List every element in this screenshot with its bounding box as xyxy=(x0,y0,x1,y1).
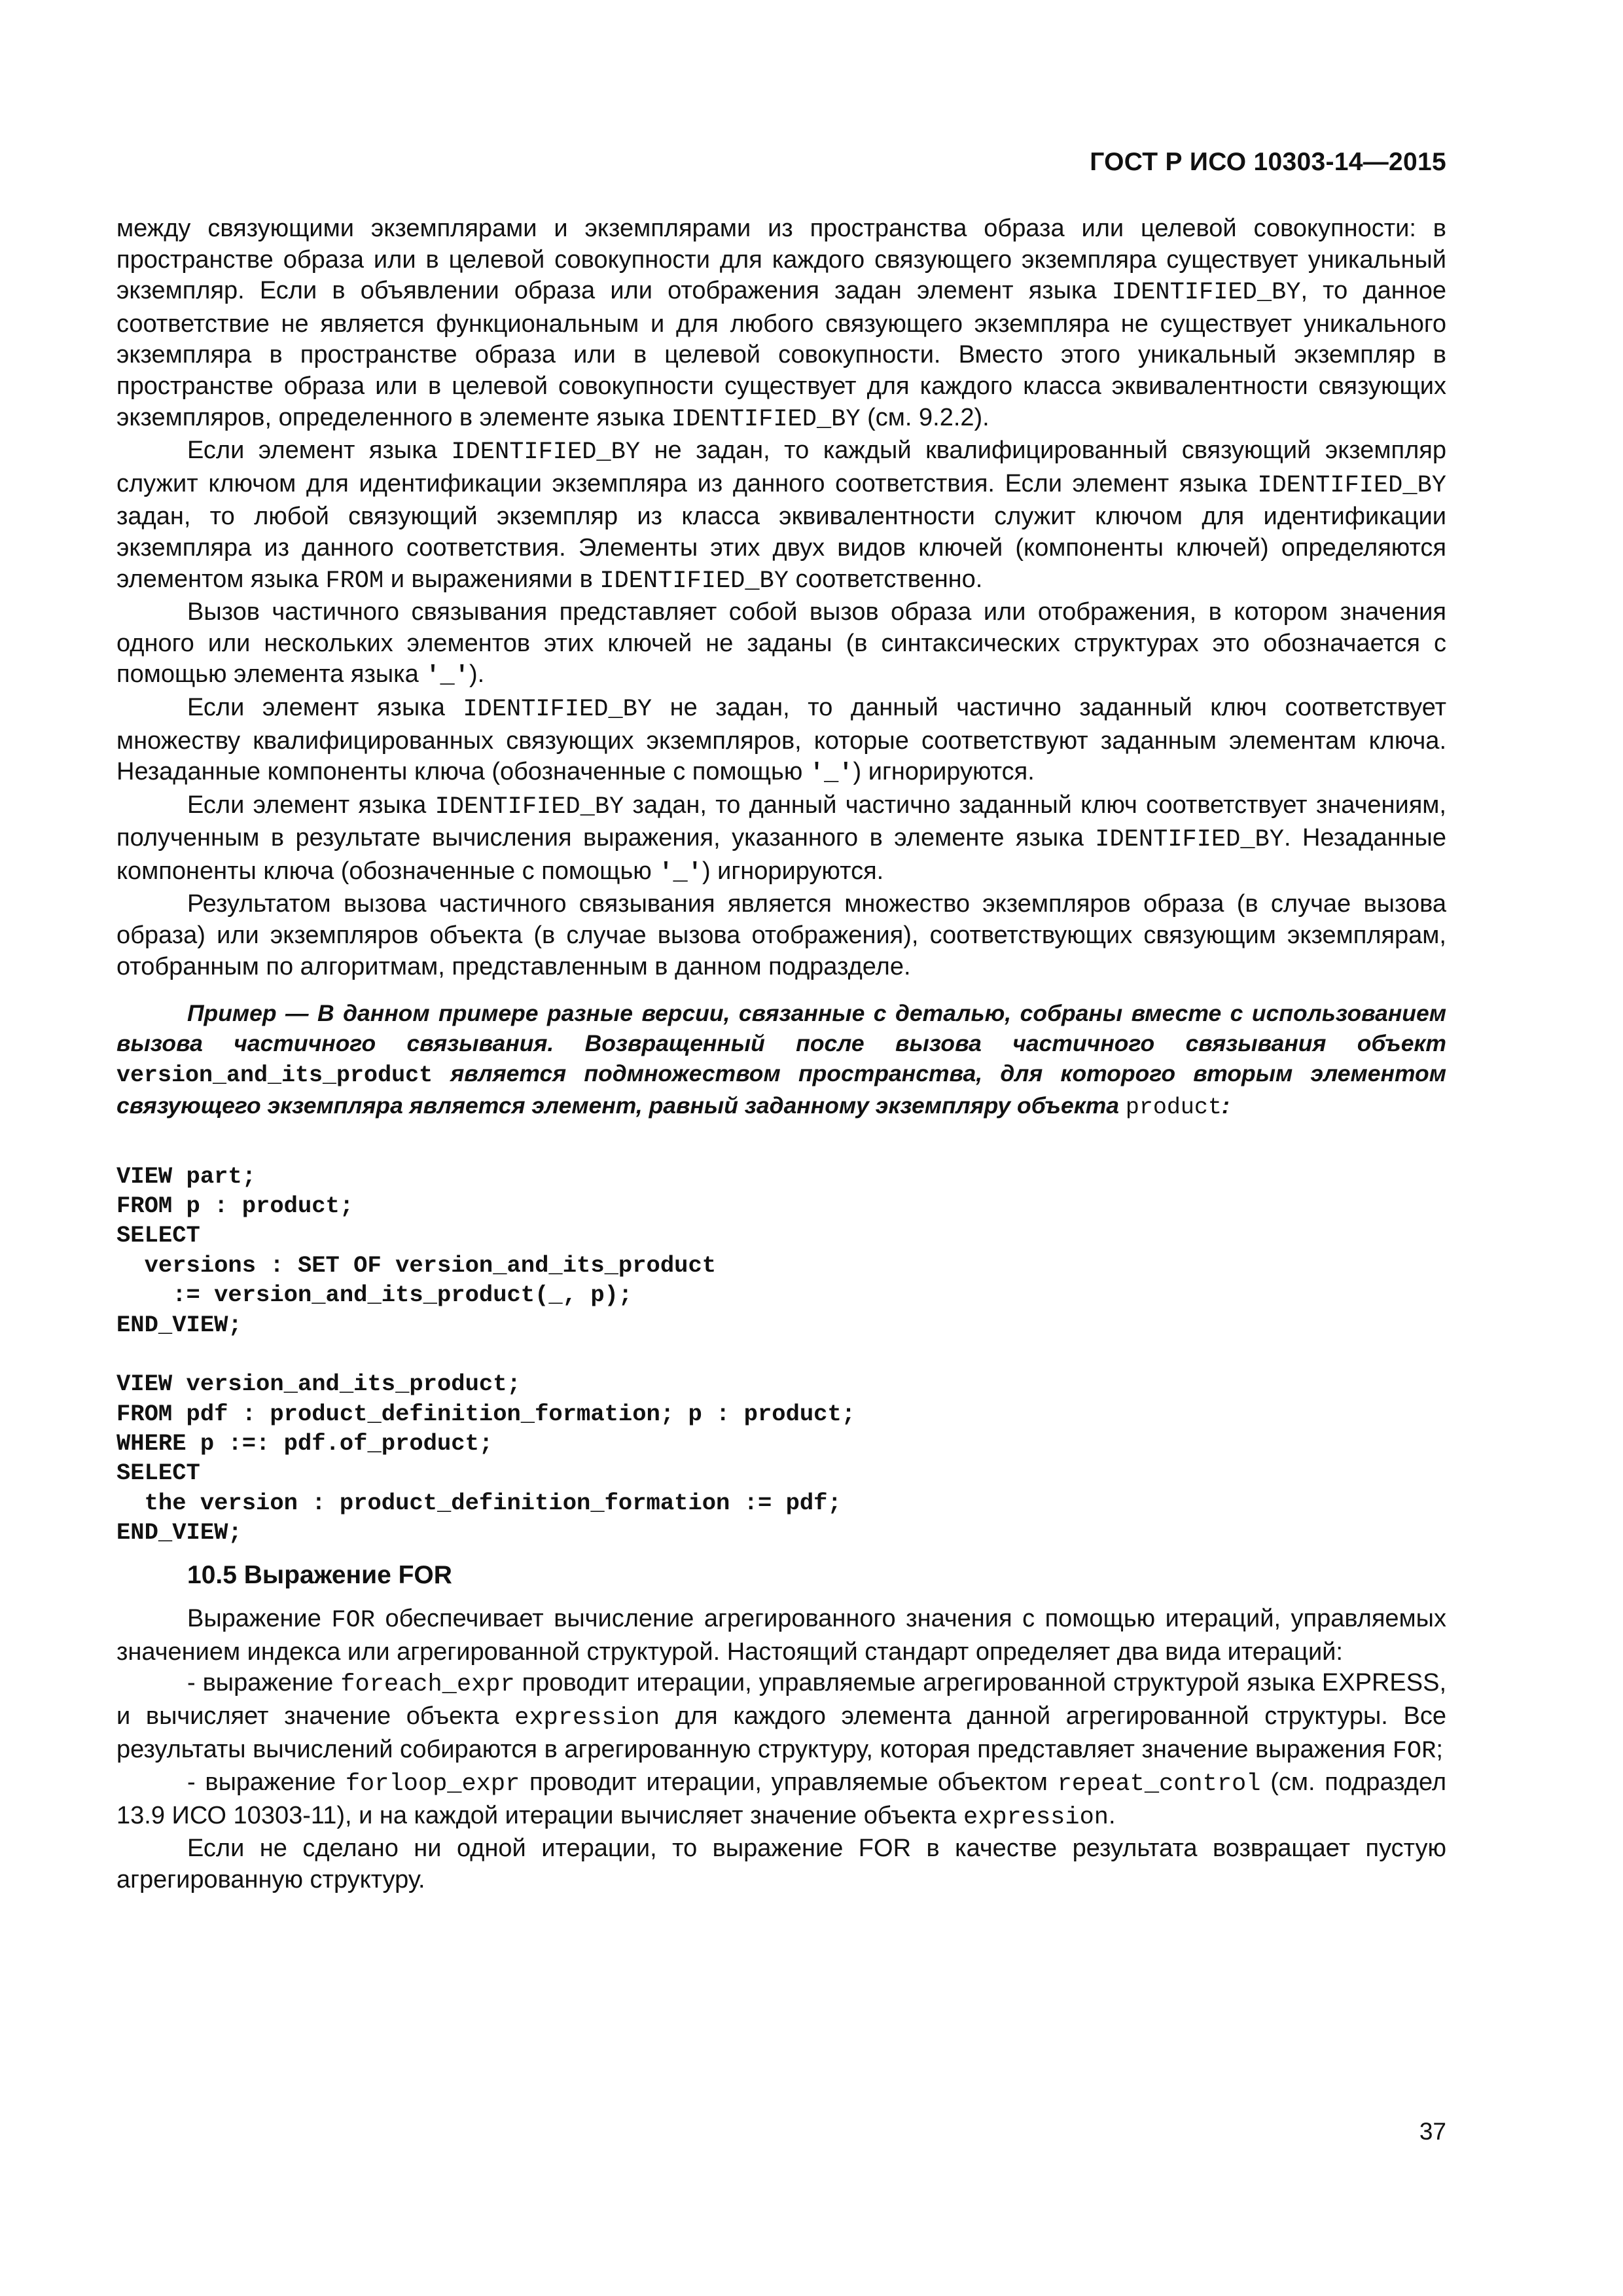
keyword-repeat-control: repeat_control xyxy=(1057,1770,1261,1799)
paragraph-key-not-specified: Если элемент языка IDENTIFIED_BY не задан, то данный частично заданный ключ соответствует множеству квалифицированных связующих экземпляров, которые соответствуют заданным элементам ключа. Незаданные компоненты ключа (обозначенные с помощью '_') игнорируются. xyxy=(116,693,1446,788)
keyword-expression: expression xyxy=(963,1803,1109,1831)
code-line: END_VIEW; xyxy=(116,1519,242,1547)
page-content xyxy=(116,213,1446,1895)
code-line: VIEW part; xyxy=(116,1162,257,1190)
keyword-identified-by: IDENTIFIED_BY xyxy=(463,695,652,723)
keyword-identified-by: IDENTIFIED_BY xyxy=(671,405,861,433)
paragraph-empty-iteration: Если не сделано ни одной итерации, то выражение FOR в качестве результата возвращает пустую агрегированную структуру. xyxy=(116,1835,1446,1893)
keyword-identified-by: IDENTIFIED_BY xyxy=(599,567,789,595)
code-line: END_VIEW; xyxy=(116,1311,242,1338)
list-item-forloop: - выражение forloop_expr проводит итерации, управляемые объектом repeat_control (см. подраздел 13.9 ИСО 10303-11), и на каждой итерации вычисляет значение объекта expression. xyxy=(116,1768,1446,1831)
code-listing xyxy=(116,1132,1446,1547)
keyword-forloop-expr: forloop_expr xyxy=(345,1770,520,1799)
keyword-expression: expression xyxy=(514,1704,660,1732)
paragraph-mapping-identity: между связующими экземплярами и экземплярами из пространства образа или целевой совокупности: в пространстве образа или в целевой совокупности для каждого связующего экземпляра существует уникальный экземпляр. Если в объявлении образа или отображения задан элемент языка IDENTIFIED_BY, то данное соответствие не является функциональным и для любого связующего экземпляра не существует уникального экземпляра в пространстве образа или в целевой совокупности. Вместо этого уникальный экземпляр в пространстве образа или в целевой совокупности существует для каждого класса эквивалентности связующих экземпляров, определенного в элементе языка IDENTIFIED_BY (см. 9.2.2). xyxy=(116,215,1446,433)
code-line: WHERE p :=: pdf.of_product; xyxy=(116,1429,493,1457)
code-spacer xyxy=(116,1340,1446,1369)
keyword-identified-by: IDENTIFIED_BY xyxy=(1095,826,1284,854)
identifier-product: product xyxy=(1125,1094,1222,1121)
code-line: VIEW version_and_its_product; xyxy=(116,1371,521,1398)
code-line: := version_and_its_product(_, p); xyxy=(116,1282,633,1309)
example-note: Пример — В данном примере разные версии, связанные с деталью, собраны вместе с использованием вызова частичного связывания. Возвращенный после вызова частичного связывания объект version_and_its_product является подмножеством пространства, для которого вторым элементом связующего экземпляра является элемент, равный заданному экземпляру объекта product: xyxy=(116,1000,1446,1121)
code-line: the version : product_definition_formation := pdf; xyxy=(116,1489,842,1516)
list-item-foreach: - выражение foreach_expr проводит итерации, управляемые агрегированной структурой языка EXPRESS, и вычисляет значение объекта expression для каждого элемента данной агрегированной структуры. Все результаты вычислений собираются в агрегированную структуру, которая представляет значение выражения FOR; xyxy=(116,1669,1447,1765)
paragraph-partial-binding: Вызов частичного связывания представляет собой вызов образа или отображения, в котором значения одного или нескольких элементов этих ключей не заданы (в синтаксических структурах это обозначается с помощью элемента языка '_'). xyxy=(116,598,1446,691)
code-line: SELECT xyxy=(116,1222,200,1249)
keyword-from: FROM xyxy=(325,567,384,595)
code-line: SELECT xyxy=(116,1460,200,1487)
document-page xyxy=(116,0,1446,2296)
paragraph-key-specified: Если элемент языка IDENTIFIED_BY задан, то данный частично заданный ключ соответствует значениям, полученным в результате вычисления выражения, указанного в элементе языка IDENTIFIED_BY. Незаданные компоненты ключа (обозначенные с помощью '_') игнорируются. xyxy=(116,791,1446,887)
keyword-underscore: '_' xyxy=(425,662,469,691)
keyword-for: FOR xyxy=(331,1607,375,1635)
keyword-identified-by: IDENTIFIED_BY xyxy=(1111,279,1301,307)
keyword-for: FOR xyxy=(1392,1737,1436,1765)
code-line: versions : SET OF version_and_its_product xyxy=(116,1251,717,1279)
identifier-version-and-its-product: version_and_its_product xyxy=(116,1062,433,1089)
code-line: FROM pdf : product_definition_formation; p : product; xyxy=(116,1400,856,1427)
paragraph-keys: Если элемент языка IDENTIFIED_BY не задан, то каждый квалифицированный связующий экземпляр служит ключом для идентификации экземпляра из данного соответствия. Если элемент языка IDENTIFIED_BY задан, то любой связующий экземпляр из класса эквивалентности служит ключом для идентификации экземпляра из данного соответствия. Элементы этих двух видов ключей (компоненты ключей) определяются элементом языка FROM и выражениями в IDENTIFIED_BY соответственно. xyxy=(116,437,1446,595)
paragraph-result: Результатом вызова частичного связывания является множество экземпляров образа (в случае вызова образа) или экземпляров объекта (в случае вызова отображения), соответствующих связующим экземплярам, отобранным по алгоритмам, представленным в данном подразделе. xyxy=(116,890,1446,980)
keyword-foreach-expr: foreach_expr xyxy=(340,1671,515,1699)
keyword-identified-by: IDENTIFIED_BY xyxy=(451,439,641,467)
page-number: 37 xyxy=(1419,2118,1446,2145)
code-line: FROM p : product; xyxy=(116,1193,354,1220)
standard-header: ГОСТ Р ИСО 10303-14—2015 xyxy=(1090,148,1446,176)
keyword-underscore: '_' xyxy=(658,859,702,887)
keyword-identified-by: IDENTIFIED_BY xyxy=(1257,471,1446,499)
section-heading: 10.5 Выражение FOR xyxy=(187,1560,452,1589)
paragraph-for-expression: Выражение FOR обеспечивает вычисление агрегированного значения с помощью итераций, управляемых значением индекса или агрегированной структурой. Настоящий стандарт определяет два вида итераций: xyxy=(116,1605,1446,1666)
keyword-identified-by: IDENTIFIED_BY xyxy=(435,793,624,821)
keyword-underscore: '_' xyxy=(809,760,853,788)
